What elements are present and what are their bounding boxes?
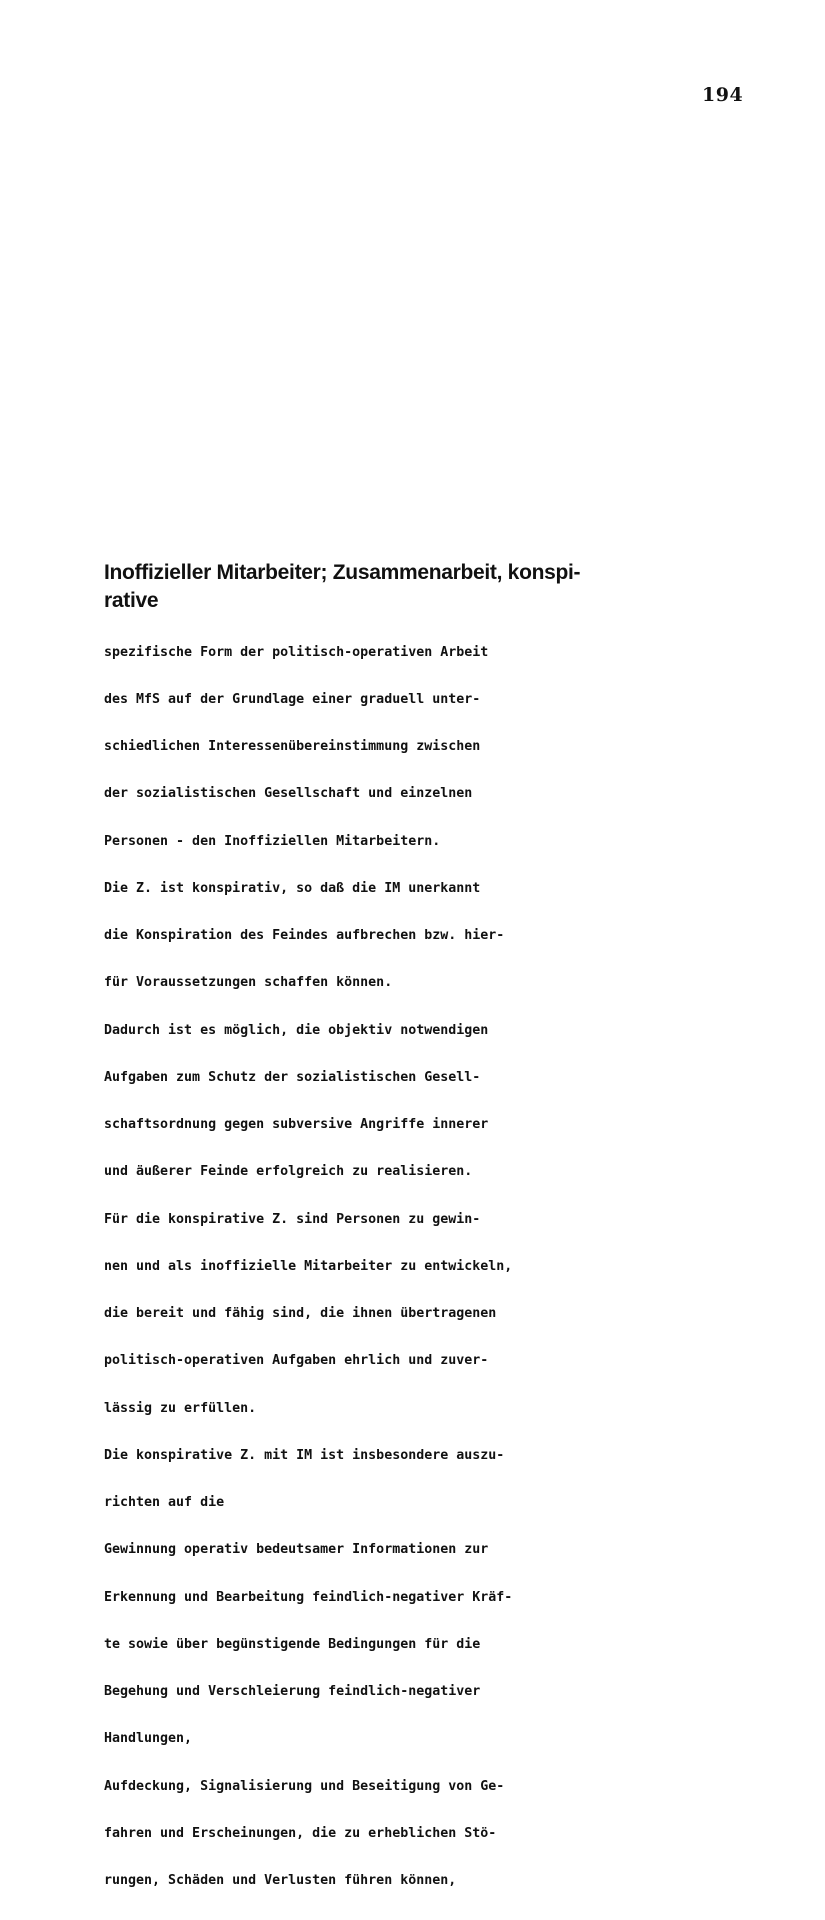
body-line: der sozialistischen Gesellschaft und einzelnen: [104, 786, 473, 802]
body-line: Für die konspirative Z. sind Personen zu gewin-: [104, 1211, 481, 1227]
body-line: Aufgaben zum Schutz der sozialistischen Gesell-: [104, 1069, 481, 1085]
body-line: und äußerer Feinde erfolgreich zu realisieren.: [104, 1164, 473, 1180]
body-line: Aufdeckung, Signalisierung und Beseitigung von Ge-: [104, 1778, 505, 1794]
body-line: fahren und Erscheinungen, die zu erheblichen Stö-: [104, 1825, 497, 1841]
body-line: lässig zu erfüllen.: [104, 1400, 257, 1416]
body-line: für Voraussetzungen schaffen können.: [104, 975, 393, 991]
entry-body: [104, 613, 512, 1920]
body-line: nen und als inoffizielle Mitarbeiter zu entwickeln,: [104, 1258, 513, 1274]
body-line: Begehung und Verschleierung feindlich-negativer: [104, 1684, 481, 1699]
page-number: 194: [702, 84, 744, 106]
body-line: rungen, Schäden und Verlusten führen können,: [104, 1873, 457, 1888]
body-line: richten auf die: [104, 1495, 225, 1510]
body-line: politisch-operativen Aufgaben ehrlich und zuver-: [104, 1353, 489, 1369]
body-line: die Konspiration des Feindes aufbrechen bzw. hier-: [104, 928, 505, 943]
body-line: Gewinnung operativ bedeutsamer Informationen zur: [104, 1542, 489, 1558]
body-line: Erkennung und Bearbeitung feindlich-negativer Kräf-: [104, 1589, 513, 1605]
body-line: Die konspirative Z. mit IM ist insbesondere auszu-: [104, 1447, 505, 1463]
body-line: schiedlichen Interessenübereinstimmung zwischen: [104, 739, 481, 754]
body-line: Die Z. ist konspirativ, so daß die IM unerkannt: [104, 880, 481, 896]
entry-heading-line-1: Inoffizieller Mitarbeiter; Zusammenarbeit, konspi-: [104, 561, 581, 584]
entry-heading-line-2: rative: [104, 589, 159, 612]
body-line: te sowie über begünstigende Bedingungen für die: [104, 1636, 481, 1652]
body-line: die bereit und fähig sind, die ihnen übertragenen: [104, 1306, 497, 1321]
body-line: des MfS auf der Grundlage einer graduell unter-: [104, 691, 481, 707]
body-line: Personen - den Inoffiziellen Mitarbeitern.: [104, 833, 441, 849]
body-line: spezifische Form der politisch-operativen Arbeit: [104, 644, 489, 660]
body-line: Dadurch ist es möglich, die objektiv notwendigen: [104, 1022, 489, 1038]
body-line: Handlungen,: [104, 1731, 193, 1747]
body-line: schaftsordnung gegen subversive Angriffe innerer: [104, 1117, 489, 1132]
